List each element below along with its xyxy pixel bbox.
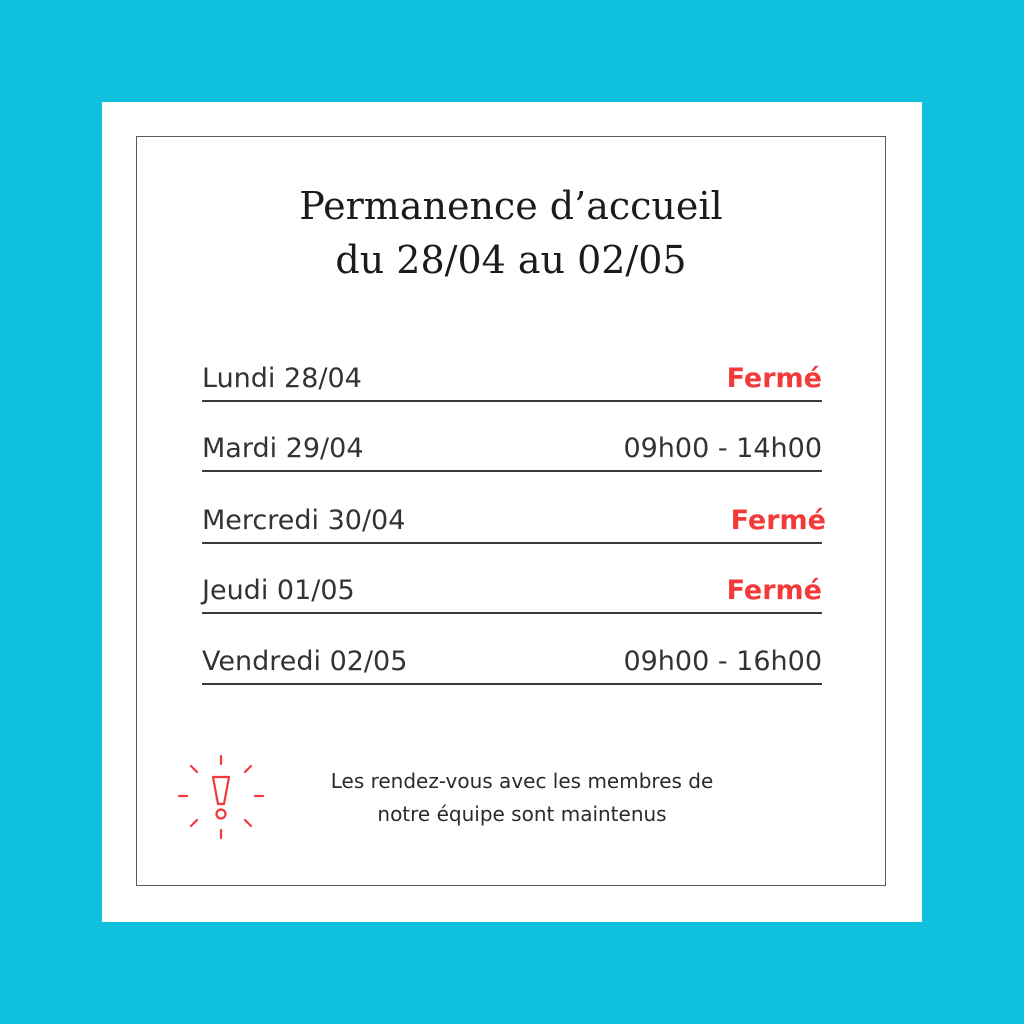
- note-line-1: Les rendez-vous avec les membres de: [330, 769, 714, 793]
- schedule-row-tuesday: [202, 430, 822, 472]
- schedule-day: Jeudi 01/05: [202, 575, 355, 606]
- schedule-hours: 09h00 - 14h00: [623, 433, 822, 464]
- schedule-row-thursday: [202, 572, 822, 614]
- schedule-day: Mercredi 30/04: [202, 505, 406, 536]
- title-line-1: Permanence d’accueil: [299, 184, 723, 228]
- schedule-hours-closed: Fermé: [726, 575, 822, 606]
- note-line-2: notre équipe sont maintenus: [377, 802, 667, 826]
- schedule-row-monday: [202, 360, 822, 402]
- schedule-row-wednesday: [202, 502, 826, 544]
- schedule-hours: 09h00 - 16h00: [623, 646, 822, 677]
- schedule-row-friday: [202, 643, 822, 685]
- schedule-day: Vendredi 02/05: [202, 646, 408, 677]
- title-line-2: du 28/04 au 02/05: [335, 238, 687, 282]
- schedule-day: Mardi 29/04: [202, 433, 364, 464]
- schedule-hours-closed: Fermé: [726, 363, 822, 394]
- schedule-day: Lundi 28/04: [202, 363, 362, 394]
- schedule-hours-closed: Fermé: [730, 505, 826, 536]
- exclamation-alert-icon: [175, 752, 267, 844]
